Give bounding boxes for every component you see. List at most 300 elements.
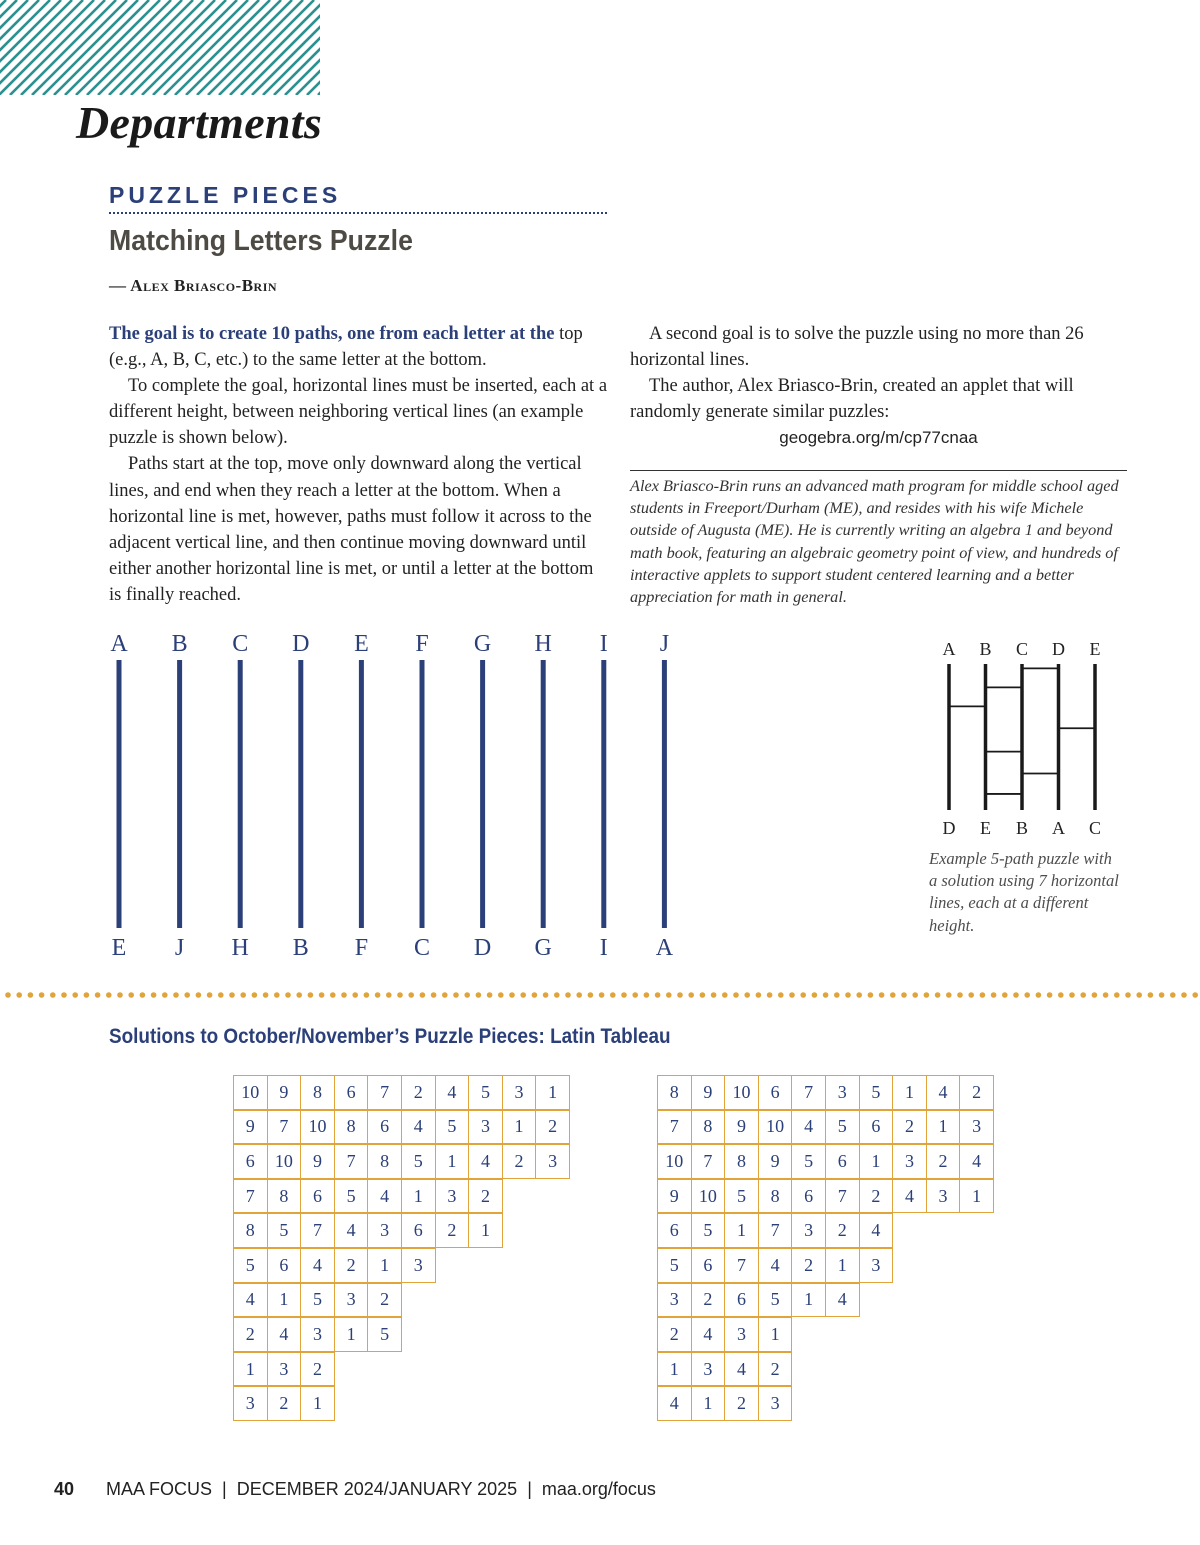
example-bottom-letter: C bbox=[1088, 818, 1102, 838]
tableau-cell: 2 bbox=[657, 1317, 692, 1352]
separator-dot bbox=[890, 992, 896, 998]
tableau-cell: 6 bbox=[367, 1110, 402, 1145]
tableau-cell: 6 bbox=[791, 1179, 826, 1214]
separator-dot bbox=[39, 992, 45, 998]
separator-dot bbox=[700, 992, 706, 998]
tableau-cell: 3 bbox=[959, 1110, 994, 1145]
tableau-cell: 7 bbox=[367, 1075, 402, 1110]
top-letter: A bbox=[110, 631, 128, 657]
tableau-cell: 2 bbox=[502, 1144, 537, 1179]
tableau-cell: 4 bbox=[859, 1213, 894, 1248]
separator-dot bbox=[632, 992, 638, 998]
separator-dot bbox=[532, 992, 538, 998]
example-bottom-letter: B bbox=[1015, 818, 1029, 838]
tableau-cell: 1 bbox=[657, 1352, 692, 1387]
tableau-cell: 3 bbox=[691, 1352, 726, 1387]
tableau-row bbox=[233, 1144, 569, 1179]
separator-dot bbox=[296, 992, 302, 998]
tableau-cell: 7 bbox=[758, 1213, 793, 1248]
tableau-cell: 5 bbox=[724, 1179, 759, 1214]
separator-dot bbox=[464, 992, 470, 998]
top-letter: I bbox=[599, 631, 608, 657]
separator-dot bbox=[621, 992, 627, 998]
paragraph-4: A second goal is to solve the puzzle using no more than 26 horizontal lines. bbox=[630, 324, 1084, 371]
footer-text: MAA FOCUS | DECEMBER 2024/JANUARY 2025 | maa.org/focus bbox=[106, 1479, 656, 1499]
separator-dot bbox=[543, 992, 549, 998]
tableau-cell: 1 bbox=[724, 1213, 759, 1248]
tableau-cell: 1 bbox=[791, 1283, 826, 1318]
tableau-row bbox=[233, 1386, 569, 1421]
separator-dot bbox=[520, 992, 526, 998]
tableau-cell: 7 bbox=[334, 1144, 369, 1179]
tableau-cell: 1 bbox=[468, 1213, 503, 1248]
tableau-cell: 10 bbox=[267, 1144, 302, 1179]
tableau-cell: 7 bbox=[233, 1179, 268, 1214]
separator-dot bbox=[50, 992, 56, 998]
separator-dot bbox=[442, 992, 448, 998]
separator-dot bbox=[1159, 992, 1165, 998]
separator-dot bbox=[1092, 992, 1098, 998]
tableau-cell: 2 bbox=[892, 1110, 927, 1145]
tableau-row bbox=[233, 1110, 569, 1145]
separator-dot bbox=[1047, 992, 1053, 998]
separator-dot bbox=[1069, 992, 1075, 998]
article-right-column bbox=[630, 321, 1127, 451]
separator-dot bbox=[509, 992, 515, 998]
tableau-cell: 3 bbox=[926, 1179, 961, 1214]
tableau-cell: 2 bbox=[724, 1386, 759, 1421]
separator-dot bbox=[946, 992, 952, 998]
tableau-cell: 2 bbox=[267, 1386, 302, 1421]
separator-dot bbox=[935, 992, 941, 998]
tableau-row bbox=[657, 1248, 993, 1283]
example-bottom-letter: A bbox=[1052, 818, 1065, 838]
separator-dot bbox=[778, 992, 784, 998]
top-letter: C bbox=[232, 631, 249, 657]
separator-dot bbox=[879, 992, 885, 998]
separator-dot bbox=[184, 992, 190, 998]
author-bio: Alex Briasco-Brin runs an advanced math program for middle school aged students in Freeport/Durham (ME), and resides with his wife Michele outside of Augusta (ME). He is currently writing an algebra 1 and beyond math book, featuring an algebraic geometry point of view, and hundreds of interactive applets to support student centered learning and a better appreciation for math in general. bbox=[630, 470, 1127, 608]
tableau-cell: 2 bbox=[468, 1179, 503, 1214]
applet-url[interactable]: geogebra.org/m/cp77cnaa bbox=[779, 428, 978, 448]
page-footer bbox=[54, 1479, 656, 1500]
tableau-cell: 1 bbox=[959, 1179, 994, 1214]
separator-dot bbox=[106, 992, 112, 998]
separator-dot bbox=[487, 992, 493, 998]
separator-dot bbox=[5, 992, 11, 998]
tableau-cell: 3 bbox=[334, 1283, 369, 1318]
tableau-cell: 3 bbox=[502, 1075, 537, 1110]
bottom-letter: C bbox=[413, 935, 431, 961]
top-letter: D bbox=[292, 631, 310, 657]
separator-dot bbox=[352, 992, 358, 998]
tableau-cell: 5 bbox=[367, 1317, 402, 1352]
tableau-cell: 8 bbox=[267, 1179, 302, 1214]
separator-dot bbox=[140, 992, 146, 998]
tableau-cell: 9 bbox=[724, 1110, 759, 1145]
tableau-cell: 6 bbox=[724, 1283, 759, 1318]
tableau-cell: 1 bbox=[334, 1317, 369, 1352]
tableau-cell: 4 bbox=[892, 1179, 927, 1214]
separator-dot bbox=[498, 992, 504, 998]
tableau-row bbox=[233, 1317, 569, 1352]
solution-tableau-2 bbox=[657, 1075, 993, 1421]
tableau-cell: 10 bbox=[691, 1179, 726, 1214]
tableau-cell: 4 bbox=[300, 1248, 335, 1283]
separator-dot bbox=[1058, 992, 1064, 998]
tableau-cell: 9 bbox=[267, 1075, 302, 1110]
hatch-decoration bbox=[0, 0, 320, 95]
separator-dot bbox=[711, 992, 717, 998]
tableau-cell: 8 bbox=[300, 1075, 335, 1110]
separator-dot bbox=[599, 992, 605, 998]
tableau-cell: 2 bbox=[334, 1248, 369, 1283]
tableau-cell: 4 bbox=[758, 1248, 793, 1283]
tableau-cell: 4 bbox=[435, 1075, 470, 1110]
top-letter: E bbox=[354, 631, 369, 657]
tableau-cell: 1 bbox=[367, 1248, 402, 1283]
tableau-cell: 6 bbox=[859, 1110, 894, 1145]
separator-dot bbox=[924, 992, 930, 998]
tableau-cell: 1 bbox=[825, 1248, 860, 1283]
separator-dot bbox=[128, 992, 134, 998]
dotted-separator bbox=[0, 988, 1200, 1002]
tableau-cell: 7 bbox=[267, 1110, 302, 1145]
separator-dot bbox=[1013, 992, 1019, 998]
tableau-cell: 9 bbox=[691, 1075, 726, 1110]
tableau-cell: 7 bbox=[825, 1179, 860, 1214]
top-letter: B bbox=[171, 631, 188, 657]
bottom-letter: E bbox=[111, 935, 127, 961]
separator-dot bbox=[375, 992, 381, 998]
separator-dot bbox=[72, 992, 78, 998]
bottom-letter: I bbox=[599, 935, 608, 961]
tableau-cell: 3 bbox=[535, 1144, 570, 1179]
example-top-letter: E bbox=[1089, 639, 1101, 659]
page-number: 40 bbox=[54, 1479, 75, 1499]
tableau-cell: 6 bbox=[401, 1213, 436, 1248]
example-top-letter: A bbox=[942, 639, 956, 659]
separator-dot bbox=[386, 992, 392, 998]
tableau-row bbox=[657, 1386, 993, 1421]
separator-dot bbox=[968, 992, 974, 998]
separator-dot bbox=[812, 992, 818, 998]
separator-dot bbox=[744, 992, 750, 998]
tableau-cell: 8 bbox=[691, 1110, 726, 1145]
separator-dot bbox=[285, 992, 291, 998]
tableau-cell: 10 bbox=[724, 1075, 759, 1110]
tableau-cell: 3 bbox=[758, 1386, 793, 1421]
tableau-cell: 3 bbox=[791, 1213, 826, 1248]
tableau-cell: 8 bbox=[334, 1110, 369, 1145]
tableau-cell: 3 bbox=[859, 1248, 894, 1283]
separator-dot bbox=[991, 992, 997, 998]
separator-dot bbox=[655, 992, 661, 998]
tableau-cell: 2 bbox=[535, 1110, 570, 1145]
tableau-cell: 6 bbox=[691, 1248, 726, 1283]
tableau-row bbox=[657, 1317, 993, 1352]
tableau-cell: 10 bbox=[300, 1110, 335, 1145]
tableau-cell: 1 bbox=[267, 1283, 302, 1318]
tableau-row bbox=[233, 1179, 569, 1214]
separator-dot bbox=[677, 992, 683, 998]
bottom-letter: F bbox=[354, 935, 369, 961]
tableau-cell: 3 bbox=[724, 1317, 759, 1352]
separator-dot bbox=[476, 992, 482, 998]
top-letter: F bbox=[415, 631, 429, 657]
separator-dot bbox=[408, 992, 414, 998]
tableau-cell: 1 bbox=[926, 1110, 961, 1145]
bottom-letter: J bbox=[174, 935, 185, 961]
tableau-cell: 4 bbox=[657, 1386, 692, 1421]
tableau-cell: 1 bbox=[233, 1352, 268, 1387]
tableau-row bbox=[657, 1213, 993, 1248]
separator-dot bbox=[912, 992, 918, 998]
tableau-cell: 4 bbox=[724, 1352, 759, 1387]
tableau-cell: 5 bbox=[435, 1110, 470, 1145]
separator-dot bbox=[980, 992, 986, 998]
tableau-row bbox=[657, 1110, 993, 1145]
separator-dot bbox=[1148, 992, 1154, 998]
tableau-cell: 6 bbox=[758, 1075, 793, 1110]
tableau-cell: 3 bbox=[267, 1352, 302, 1387]
tableau-cell: 1 bbox=[435, 1144, 470, 1179]
tableau-row bbox=[233, 1352, 569, 1387]
separator-dot bbox=[722, 992, 728, 998]
separator-dot bbox=[263, 992, 269, 998]
solution-tableau-1 bbox=[233, 1075, 569, 1421]
tableau-cell: 5 bbox=[758, 1283, 793, 1318]
tableau-cell: 2 bbox=[435, 1213, 470, 1248]
separator-dot bbox=[767, 992, 773, 998]
separator-dot bbox=[1024, 992, 1030, 998]
tableau-cell: 1 bbox=[892, 1075, 927, 1110]
tableau-row bbox=[233, 1283, 569, 1318]
example-caption: Example 5-path puzzle with a solution using 7 horizontal lines, each at a different height. bbox=[929, 849, 1119, 935]
tableau-cell: 3 bbox=[892, 1144, 927, 1179]
separator-dot bbox=[453, 992, 459, 998]
separator-dot bbox=[1103, 992, 1109, 998]
tableau-cell: 6 bbox=[300, 1179, 335, 1214]
separator-dot bbox=[16, 992, 22, 998]
tableau-cell: 3 bbox=[233, 1386, 268, 1421]
tableau-cell: 10 bbox=[758, 1110, 793, 1145]
separator-dot bbox=[420, 992, 426, 998]
tableau-cell: 2 bbox=[825, 1213, 860, 1248]
tableau-cell: 1 bbox=[691, 1386, 726, 1421]
separator-dot bbox=[756, 992, 762, 998]
separator-dot bbox=[610, 992, 616, 998]
tableau-row bbox=[233, 1248, 569, 1283]
separator-dot bbox=[319, 992, 325, 998]
tableau-row bbox=[657, 1283, 993, 1318]
tableau-cell: 7 bbox=[657, 1110, 692, 1145]
example-top-letter: B bbox=[979, 639, 992, 659]
tableau-row bbox=[657, 1179, 993, 1214]
hatch-lines bbox=[0, 0, 320, 95]
tableau-cell: 6 bbox=[825, 1144, 860, 1179]
separator-dot bbox=[1114, 992, 1120, 998]
bottom-letter: H bbox=[231, 935, 249, 961]
lead-text: The goal is to create 10 paths, one from each letter at the bbox=[109, 324, 555, 344]
tableau-row bbox=[233, 1075, 569, 1110]
tableau-cell: 5 bbox=[401, 1144, 436, 1179]
separator-dot bbox=[576, 992, 582, 998]
separator-dot bbox=[1125, 992, 1131, 998]
tableau-row bbox=[657, 1075, 993, 1110]
paragraph-5: The author, Alex Briasco-Brin, created an applet that will randomly generate similar puzzles: bbox=[630, 376, 1074, 423]
section-label: PUZZLE PIECES bbox=[109, 182, 607, 214]
separator-dot bbox=[688, 992, 694, 998]
tableau-cell: 2 bbox=[926, 1144, 961, 1179]
separator-dot bbox=[823, 992, 829, 998]
tableau-cell: 3 bbox=[468, 1110, 503, 1145]
tableau-cell: 4 bbox=[267, 1317, 302, 1352]
tableau-cell: 3 bbox=[435, 1179, 470, 1214]
separator-dot bbox=[95, 992, 101, 998]
bottom-letter: A bbox=[655, 935, 674, 961]
tableau-cell: 3 bbox=[657, 1283, 692, 1318]
tableau-cell: 2 bbox=[300, 1352, 335, 1387]
tableau-cell: 5 bbox=[300, 1283, 335, 1318]
separator-dot bbox=[957, 992, 963, 998]
separator-dot bbox=[173, 992, 179, 998]
tableau-cell: 5 bbox=[267, 1213, 302, 1248]
tableau-cell: 3 bbox=[300, 1317, 335, 1352]
separator-dot bbox=[733, 992, 739, 998]
tableau-cell: 9 bbox=[657, 1179, 692, 1214]
tableau-cell: 3 bbox=[825, 1075, 860, 1110]
separator-dot bbox=[207, 992, 213, 998]
tableau-cell: 5 bbox=[334, 1179, 369, 1214]
top-letter: H bbox=[534, 631, 552, 657]
separator-dot bbox=[1192, 992, 1198, 998]
tableau-cell: 4 bbox=[959, 1144, 994, 1179]
solutions-title: Solutions to October/November’s Puzzle Pieces: Latin Tableau bbox=[109, 1025, 671, 1048]
tableau-cell: 6 bbox=[267, 1248, 302, 1283]
example-top-letter: D bbox=[1052, 639, 1065, 659]
separator-dot bbox=[151, 992, 157, 998]
article-byline: — Alex Briasco-Brin bbox=[109, 276, 278, 295]
tableau-cell: 2 bbox=[791, 1248, 826, 1283]
tableau-cell: 3 bbox=[367, 1213, 402, 1248]
tableau-row bbox=[657, 1144, 993, 1179]
tableau-cell: 10 bbox=[657, 1144, 692, 1179]
separator-dot bbox=[554, 992, 560, 998]
tableau-cell: 6 bbox=[657, 1213, 692, 1248]
tableau-cell: 1 bbox=[502, 1110, 537, 1145]
tableau-cell: 4 bbox=[233, 1283, 268, 1318]
tableau-cell: 5 bbox=[468, 1075, 503, 1110]
separator-dot bbox=[868, 992, 874, 998]
bottom-letter: B bbox=[292, 935, 309, 961]
tableau-cell: 1 bbox=[535, 1075, 570, 1110]
tableau-cell: 5 bbox=[859, 1075, 894, 1110]
tableau-row bbox=[657, 1352, 993, 1387]
bottom-letter: G bbox=[534, 935, 552, 961]
separator-dot bbox=[834, 992, 840, 998]
separator-dot bbox=[162, 992, 168, 998]
department-title: Departments bbox=[76, 97, 323, 148]
article-title: Matching Letters Puzzle bbox=[109, 225, 413, 257]
separator-dot bbox=[330, 992, 336, 998]
tableau-cell: 2 bbox=[959, 1075, 994, 1110]
tableau-cell: 6 bbox=[334, 1075, 369, 1110]
tableau-cell: 4 bbox=[401, 1110, 436, 1145]
example-bottom-letter: E bbox=[980, 818, 991, 838]
tableau-cell: 8 bbox=[367, 1144, 402, 1179]
separator-dot bbox=[1136, 992, 1142, 998]
tableau-cell: 8 bbox=[233, 1213, 268, 1248]
tableau-cell: 8 bbox=[724, 1144, 759, 1179]
separator-dot bbox=[644, 992, 650, 998]
tableau-cell: 5 bbox=[825, 1110, 860, 1145]
tableau-row bbox=[233, 1213, 569, 1248]
tableau-cell: 2 bbox=[367, 1283, 402, 1318]
separator-dot bbox=[588, 992, 594, 998]
separator-dot bbox=[274, 992, 280, 998]
paragraph-3: Paths start at the top, move only downward along the vertical lines, and end when they reach a letter at the bottom. When a horizontal line is met, however, paths must follow it across to the adjacent vertical line, and then continue moving downward until either another horizontal line is met, or until a letter at the bottom is finally reached. bbox=[109, 454, 594, 605]
separator-dot bbox=[229, 992, 235, 998]
tableau-cell: 1 bbox=[401, 1179, 436, 1214]
separator-dot bbox=[1080, 992, 1086, 998]
bottom-letter: D bbox=[473, 935, 492, 961]
separator-dot bbox=[565, 992, 571, 998]
separator-dot bbox=[28, 992, 34, 998]
tableau-cell: 4 bbox=[926, 1075, 961, 1110]
main-puzzle bbox=[100, 620, 700, 965]
tableau-cell: 2 bbox=[233, 1317, 268, 1352]
separator-dot bbox=[800, 992, 806, 998]
separator-dot bbox=[397, 992, 403, 998]
separator-dot bbox=[845, 992, 851, 998]
tableau-cell: 9 bbox=[300, 1144, 335, 1179]
top-letter: G bbox=[473, 631, 492, 657]
tableau-cell: 9 bbox=[233, 1110, 268, 1145]
tableau-cell: 4 bbox=[691, 1317, 726, 1352]
paragraph-1 bbox=[109, 321, 609, 373]
tableau-cell: 7 bbox=[300, 1213, 335, 1248]
separator-dot bbox=[252, 992, 258, 998]
separator-dot bbox=[1181, 992, 1187, 998]
tableau-cell: 6 bbox=[233, 1144, 268, 1179]
tableau-cell: 7 bbox=[791, 1075, 826, 1110]
article-left-column bbox=[109, 321, 609, 608]
tableau-cell: 10 bbox=[233, 1075, 268, 1110]
separator-dot bbox=[308, 992, 314, 998]
separator-dot bbox=[1002, 992, 1008, 998]
tableau-cell: 8 bbox=[758, 1179, 793, 1214]
separator-dot bbox=[431, 992, 437, 998]
separator-dot bbox=[1036, 992, 1042, 998]
tableau-cell: 5 bbox=[691, 1213, 726, 1248]
tableau-cell: 1 bbox=[859, 1144, 894, 1179]
tableau-cell: 8 bbox=[657, 1075, 692, 1110]
top-letter: J bbox=[659, 631, 670, 657]
separator-dot bbox=[364, 992, 370, 998]
tableau-cell: 5 bbox=[233, 1248, 268, 1283]
tableau-cell: 4 bbox=[468, 1144, 503, 1179]
example-bottom-letter: D bbox=[942, 818, 956, 838]
separator-dot bbox=[1170, 992, 1176, 998]
separator-dot bbox=[218, 992, 224, 998]
paragraph-2: To complete the goal, horizontal lines must be inserted, each at a different height, between neighboring vertical lines (an example puzzle is shown below). bbox=[109, 376, 608, 449]
tableau-cell: 5 bbox=[791, 1144, 826, 1179]
separator-dot bbox=[856, 992, 862, 998]
tableau-cell: 2 bbox=[691, 1283, 726, 1318]
paragraph-1-rest: top (e.g., A, B, C, etc.) to the same letter at the bottom. bbox=[109, 324, 583, 371]
tableau-cell: 9 bbox=[758, 1144, 793, 1179]
